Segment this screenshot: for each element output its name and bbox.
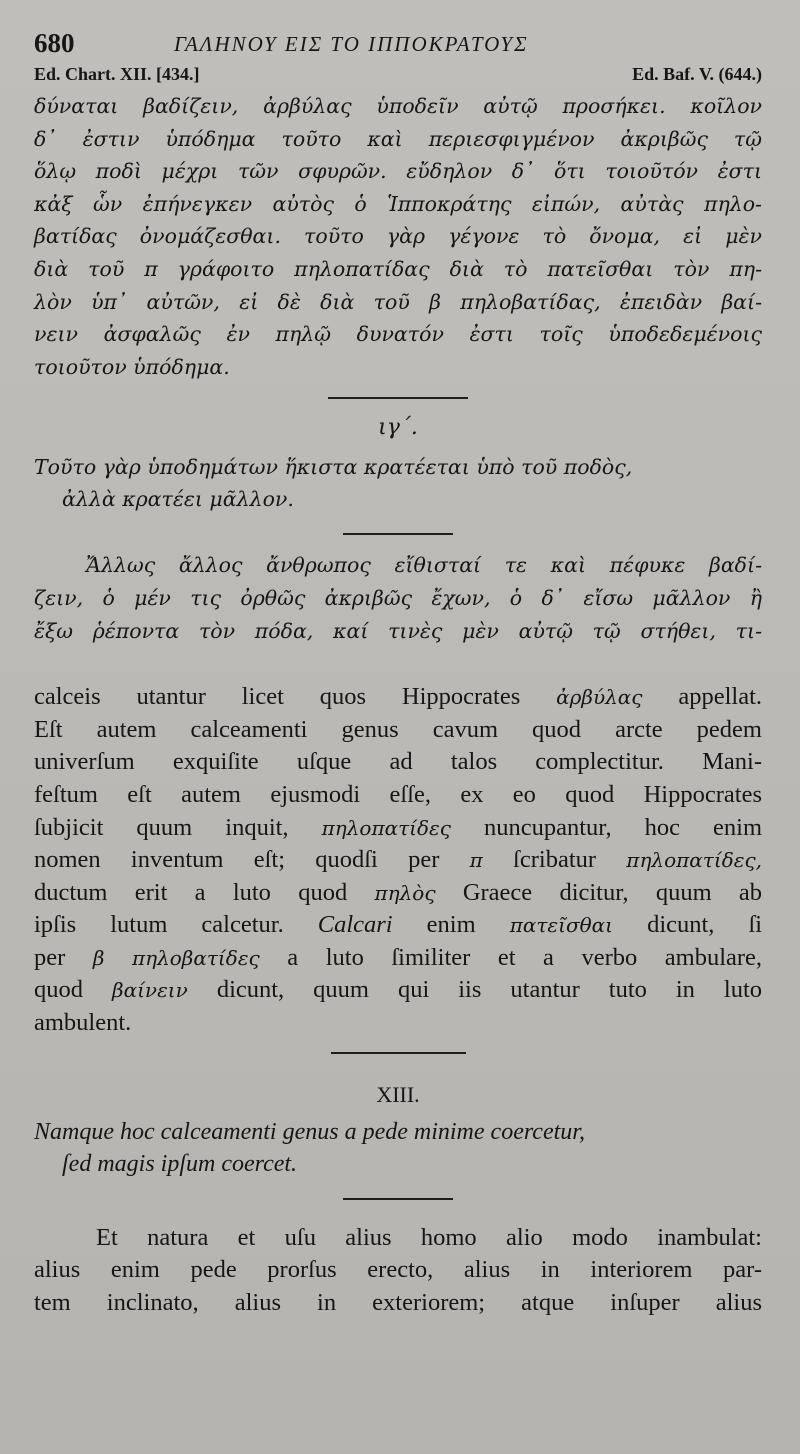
- edition-chartier: Ed. Chart. XII. [434.]: [34, 64, 200, 84]
- text-line: [34, 681, 762, 714]
- text-line: Ἄλλως ἄλλος ἄνθρωπος εἴθισταί τε καὶ πέφυκε βαδί-: [86, 553, 762, 578]
- greek-section-number: ιγ΄.: [378, 415, 418, 441]
- text-line: tem inclinato, alius in exteriorem; atque inſuper alius: [34, 1288, 762, 1316]
- text-line: [34, 812, 762, 845]
- latin-commentary-2: [34, 1222, 762, 1320]
- latin-text: Graece dicitur, quum ab: [462, 878, 763, 906]
- lemma-line: Τοῦτο γὰρ ὑποδημάτων ἥκιστα κρατέεται ὑπὸ τοῦ ποδὸς,: [34, 455, 633, 480]
- greek-term: πηλοβατίδες: [131, 945, 260, 970]
- text-line: [34, 909, 762, 942]
- latin-text: enim: [426, 911, 476, 939]
- text-line: ambulent.: [34, 1009, 132, 1037]
- greek-term: πηλοπατίδες,: [626, 848, 763, 873]
- text-line: δύναται βαδίζειν, ἀρβύλας ὑποδεῖν αὐτῷ προσήκει. κοῖλον: [34, 94, 762, 118]
- text-line: νειν ἀσφαλῶς ἐν πηλῷ δυνατόν ἐστι τοῖς ὑποδεδεμένοις: [34, 322, 762, 347]
- latin-lemma: [34, 1116, 762, 1180]
- text-line: [34, 844, 762, 877]
- text-line: alius enim pede prorſus erecto, alius in interiorem par-: [34, 1256, 762, 1284]
- text-line: τοιοῦτον ὑπόδημα.: [34, 354, 230, 379]
- text-line: λὸν ὑπ᾽ αὐτῶν, εἰ δὲ διὰ τοῦ β πηλοβατίδας, ἐπειδὰν βαί-: [34, 289, 762, 314]
- section-divider: [343, 533, 453, 535]
- text-line: ὅλῳ ποδὶ μέχρι τῶν σφυρῶν. εὔδηλον δ᾽ ὅτι τοιοῦτόν ἐστι: [34, 159, 762, 184]
- text-line: Et natura et uſu alius homo alio modo inambulat:: [96, 1223, 762, 1251]
- text-line: ἔξω ῥέποντα τὸν πόδα, καί τινὲς μὲν αὐτῷ τῷ στήθει, τι-: [34, 618, 762, 643]
- greek-term: πατεῖσθαι: [509, 913, 614, 938]
- section-divider: [343, 1198, 453, 1200]
- greek-term: π: [469, 848, 483, 873]
- greek-commentary-1: [34, 90, 762, 383]
- latin-section-number: XIII.: [376, 1081, 420, 1107]
- text-line: διὰ τοῦ π γράφοιτο πηλοπατίδας διὰ τὸ πατεῖσθαι τὸν πη-: [34, 256, 762, 281]
- latin-text: dicunt, ſi: [647, 911, 763, 939]
- text-line: [34, 974, 762, 1007]
- latin-text: nuncupantur, hoc enim: [484, 813, 763, 841]
- latin-text: quod: [34, 976, 83, 1004]
- latin-text: nomen inventum eſt; quodſi per: [34, 846, 440, 874]
- latin-text: ſubjicit quum inquit,: [34, 813, 289, 841]
- lemma-line: Namque hoc calceamenti genus a pede minime coercetur,: [34, 1118, 585, 1145]
- page-header: [34, 28, 762, 64]
- latin-commentary-1: [34, 681, 762, 1040]
- text-line: univerſum exquiſite uſque ad talos complectitur. Mani-: [34, 748, 762, 776]
- text-line: ζειν, ὁ μέν τις ὀρθῶς ἀκριβῶς ἔχων, ὁ δ᾽ εἴσω μᾶλλον ἢ: [34, 585, 762, 610]
- greek-term: πηλὸς: [374, 880, 436, 905]
- latin-text: calceis utantur licet quos Hippocrates: [34, 683, 521, 711]
- page-number: 680: [34, 28, 75, 58]
- lemma-line: ἀλλὰ κρατέει μᾶλλον.: [62, 487, 294, 512]
- greek-term: βαίνειν: [112, 978, 188, 1003]
- latin-text: dicunt, quum qui iis utantur tuto in luto: [216, 976, 763, 1004]
- latin-text: per: [34, 943, 66, 971]
- text-line: βατίδας ὀνομάζεσθαι. τοῦτο γὰρ γέγονε τὸ ὄνομα, εἰ μὲν: [34, 224, 762, 249]
- latin-text: ductum erit a luto quod: [34, 878, 348, 906]
- latin-text: ipſis lutum calcetur.: [34, 911, 284, 939]
- section-divider: [328, 397, 468, 399]
- edition-references: [34, 64, 762, 90]
- lemma-line: ſed magis ipſum coercet.: [62, 1150, 298, 1177]
- italic-term: Calcari: [317, 911, 393, 939]
- greek-term: πηλοπατίδες: [321, 815, 451, 840]
- greek-commentary-2: [34, 549, 762, 647]
- latin-text: ſcribatur: [513, 846, 597, 874]
- running-title: ΓΑΛΗΝΟΥ ΕΙΣ ΤΟ ΙΠΠΟΚΡΑΤΟΥΣ: [174, 32, 529, 56]
- text-line: δ᾽ ἐστιν ὑπόδημα τοῦτο καὶ περιεσφιγμένον ἀκριβῶς τῷ: [34, 126, 762, 151]
- text-line: feſtum eſt autem ejusmodi eſſe, ex eo quod Hippocrates: [34, 780, 762, 808]
- latin-text: a luto ſimiliter et a verbo ambulare,: [287, 943, 763, 971]
- latin-text: appellat.: [678, 683, 763, 711]
- edition-basel: Ed. Baf. V. (644.): [632, 64, 762, 84]
- text-line: Eſt autem calceamenti genus cavum quod arcte pedem: [34, 715, 762, 743]
- greek-term: ἀρβύλας: [556, 685, 643, 710]
- text-line: [34, 877, 762, 910]
- greek-lemma: [34, 451, 762, 515]
- greek-term: β: [92, 945, 105, 970]
- text-line: [34, 942, 762, 975]
- section-divider: [331, 1052, 466, 1054]
- text-line: κἀξ ὧν ἐπήνεγκεν αὐτὸς ὁ Ἱπποκράτης εἰπών, αὐτὰς πηλο-: [34, 191, 762, 216]
